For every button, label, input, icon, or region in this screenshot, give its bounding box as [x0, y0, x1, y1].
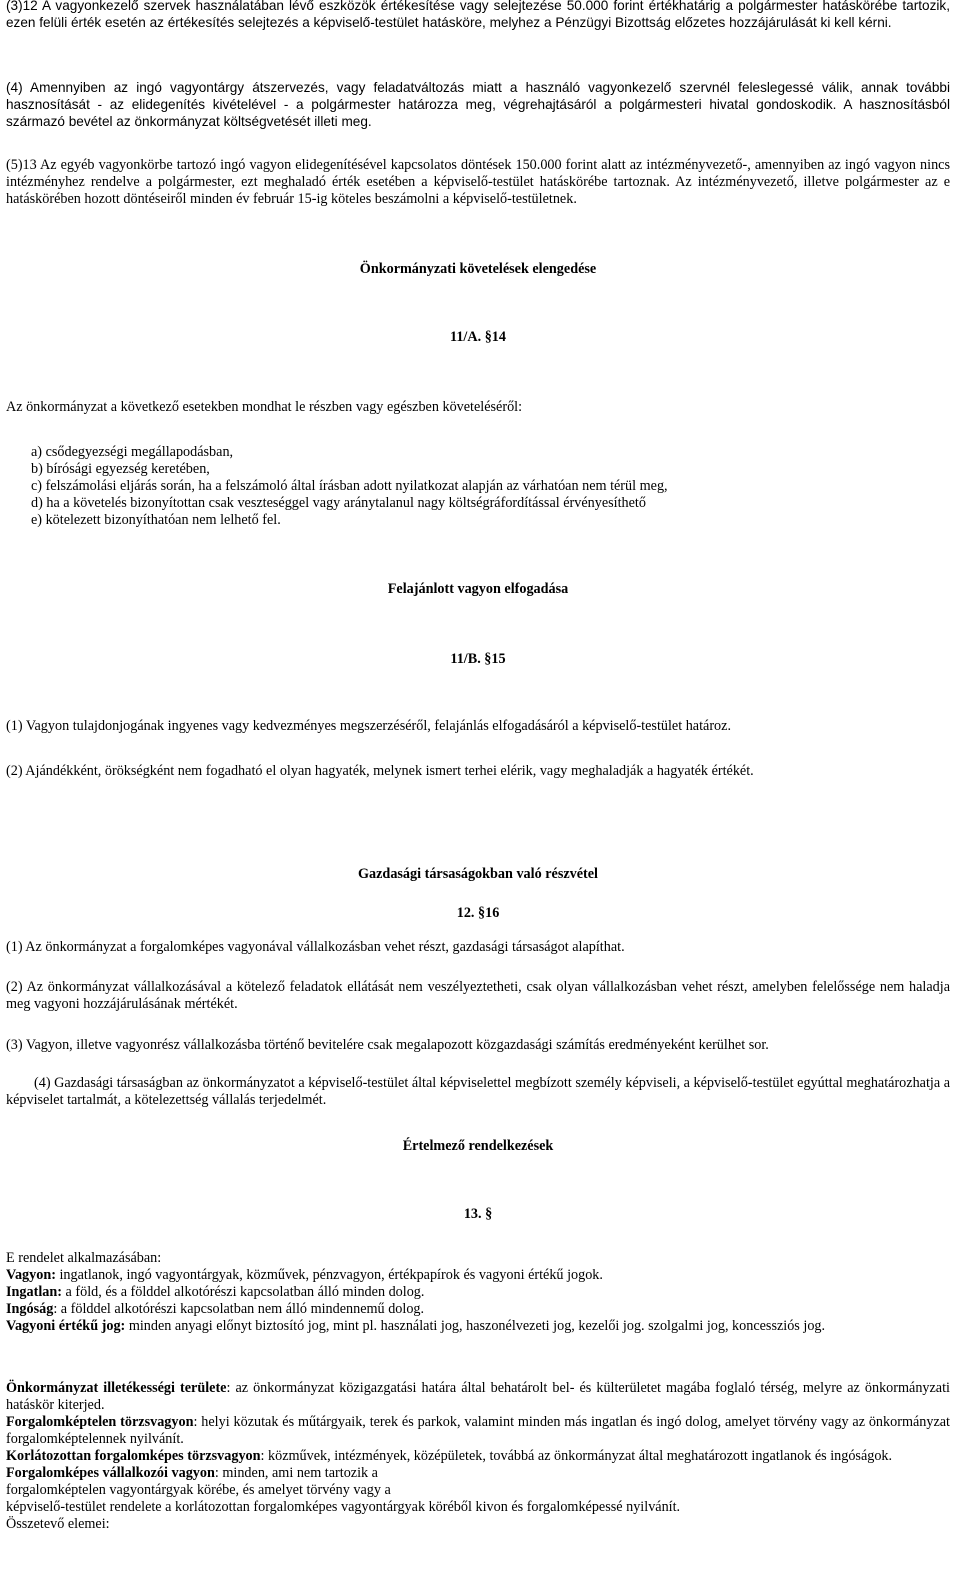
paragraph-11b-2: (2) Ajándékként, örökségként nem fogadható el olyan hagyaték, melynek ismert terhei elérik, vagy meghaladják a hagyaték értékét. [6, 763, 754, 779]
definition-text: : a földdel alkotórészi kapcsolatban nem álló mindennemű dolog. [53, 1301, 425, 1317]
definition-item [6, 1414, 950, 1448]
definition-text: : az önkormányzat közigazgatási határa által behatárolt bel- és külterületet magába foglaló térség, melyre az önkormányzati hatáskör kiterjed. [6, 1380, 950, 1413]
definition-text-line: képviselő-testület rendelete a korlátozottan forgalomképes vagyontárgyak köréből kivon és forgalomképessé nyilvánít. [6, 1499, 681, 1515]
paragraph-3: (3)12 A vagyonkezelő szervek használatában lévő eszközök értékesítése vagy selejtezése 50.000 forint értékhatárig a polgármester hatáskörébe tartozik, ezen felüli érték esetén az értékesítés selejtezés a képviselő-testület hatásköre, melyhez a Pénzügyi Bizottság előzetes hozzájárulását ki kell kérni. [6, 0, 950, 30]
definitions-block-1 [6, 1267, 950, 1335]
definition-item [6, 1284, 950, 1301]
section-number-13: 13. § [463, 1206, 493, 1222]
definition-item [6, 1318, 950, 1335]
definition-item [6, 1267, 950, 1284]
definition-item [6, 1301, 950, 1318]
intro-11a: Az önkormányzat a következő esetekben mondhat le részben vagy egészben követeléséről: [6, 399, 523, 415]
intro-13: E rendelet alkalmazásában: [6, 1250, 162, 1266]
definition-item [6, 1465, 950, 1482]
paragraph-12-3: (3) Vagyon, illetve vagyonrész vállalkozásba történő bevitelére csak megalapozott közgazdasági számítás eredményeként kerülhet sor. [6, 1037, 769, 1053]
definition-term: Önkormányzat illetékességi területe [6, 1380, 227, 1396]
section-number-11b: 11/B. §15 [450, 651, 506, 667]
list-item: e) kötelezett bizonyíthatóan nem lelhető fel. [31, 512, 281, 528]
paragraph-5: (5)13 Az egyéb vagyonkörbe tartozó ingó vagyon elidegenítésével kapcsolatos döntések 150.000 forint alatt az intézményvezető-, amennyiben az ingó vagyon nincs intézményhez rendelve a polgármester, ezt meghaladó érték esetében a képviselő-testület hatáskörébe tartoznak. Az intézményvezető, illetve polgármester az e hatáskörében hozott döntéseiről minden év február 15-ig köteles beszámolni a képviselő-testületnek. [6, 157, 950, 207]
definition-term: Forgalomképtelen törzsvagyon [6, 1414, 194, 1430]
paragraph-4: (4) Amennyiben az ingó vagyontárgy átszervezés, vagy feladatváltozás miatt a használó vagyonkezelő szervnél feleslegessé válik, annak további hasznosítását - az elidegenítés kivételével - a polgármester határozza meg, végrehajtásáról a polgármesteri hivatal gondoskodik. A hasznosításból származó bevétel az önkormányzat költségvetését illeti meg. [6, 80, 950, 129]
section-heading-12: Gazdasági társaságokban való részvétel [358, 866, 598, 882]
section-heading-11a: Önkormányzati követelések elengedése [359, 261, 597, 277]
paragraph-12-1: (1) Az önkormányzat a forgalomképes vagyonával vállalkozásban vehet részt, gazdasági társaságot alapíthat. [6, 939, 625, 955]
definition-text: minden anyagi előnyt biztosító jog, mint pl. használati jog, haszonélvezeti jog, kezelői jog. szolgalmi jog, koncessziós jog. [125, 1318, 826, 1334]
list-item: b) bírósági egyezség keretében, [31, 461, 210, 477]
section-number-12: 12. §16 [456, 905, 500, 921]
components-label: Összetevő elemei: [6, 1516, 110, 1532]
list-item: c) felszámolási eljárás során, ha a felszámoló által írásban adott nyilatkozat alapján az várhatóan nem térül meg, [31, 478, 668, 494]
paragraph-12-4: (4) Gazdasági társaságban az önkormányzatot a képviselő-testület által képviselettel megbízott személy képviseli, a képviselő-testület egyúttal meghatározhatja a képviselet tartalmát, a kötelezettség vállalás terjedelmét. [6, 1075, 950, 1108]
definition-term: Ingatlan: [6, 1284, 62, 1300]
section-number-11a: 11/A. §14 [450, 329, 506, 345]
definition-text: a föld, és a földdel alkotórészi kapcsolatban álló minden dolog. [61, 1284, 425, 1300]
list-item: d) ha a követelés bizonyítottan csak veszteséggel vagy aránytalanul nagy költségráfordítással érvényesíthető [31, 495, 646, 511]
section-heading-11b: Felajánlott vagyon elfogadása [387, 581, 569, 597]
definition-text-line: forgalomképtelen vagyontárgyak körébe, és amelyet törvény vagy a [6, 1482, 391, 1498]
section-heading-13: Értelmező rendelkezések [402, 1138, 554, 1154]
list-item: a) csődegyezségi megállapodásban, [31, 444, 234, 460]
definitions-block-2 [6, 1380, 950, 1533]
claim-list [6, 444, 950, 529]
definition-item [6, 1380, 950, 1414]
definition-term: Ingóság [6, 1301, 54, 1317]
definition-term: Vagyoni értékű jog: [6, 1318, 126, 1334]
definition-text: : közművek, intézmények, középületek, továbbá az önkormányzat által meghatározott ingatlanok és ingóságok. [260, 1448, 893, 1464]
paragraph-11b-1: (1) Vagyon tulajdonjogának ingyenes vagy kedvezményes megszerzéséről, felajánlás elfogadásáról a képviselő-testület határoz. [6, 718, 731, 734]
definition-text: ingatlanok, ingó vagyontárgyak, közművek, pénzvagyon, értékpapírok és vagyoni értékű jogok. [55, 1267, 603, 1283]
definition-term: Korlátozottan forgalomképes törzsvagyon [6, 1448, 261, 1464]
definition-text: : minden, ami nem tartozik a [214, 1465, 378, 1481]
paragraph-12-2: (2) Az önkormányzat vállalkozásával a kötelező feladatok ellátását nem veszélyeztetheti, csak olyan vállalkozásban vehet részt, amelyben felelőssége nem haladja meg vagyoni hozzájárulásának mértékét. [6, 979, 950, 1012]
definition-term: Vagyon: [6, 1267, 56, 1283]
definition-item [6, 1448, 950, 1465]
definition-text: : helyi közutak és műtárgyaik, terek és parkok, valamint minden más ingatlan és ingó dolog, amelyet törvény vagy az önkormányzat forgalomképtelennek nyilvánít. [6, 1414, 950, 1447]
definition-term: Forgalomképes vállalkozói vagyon [6, 1465, 215, 1481]
